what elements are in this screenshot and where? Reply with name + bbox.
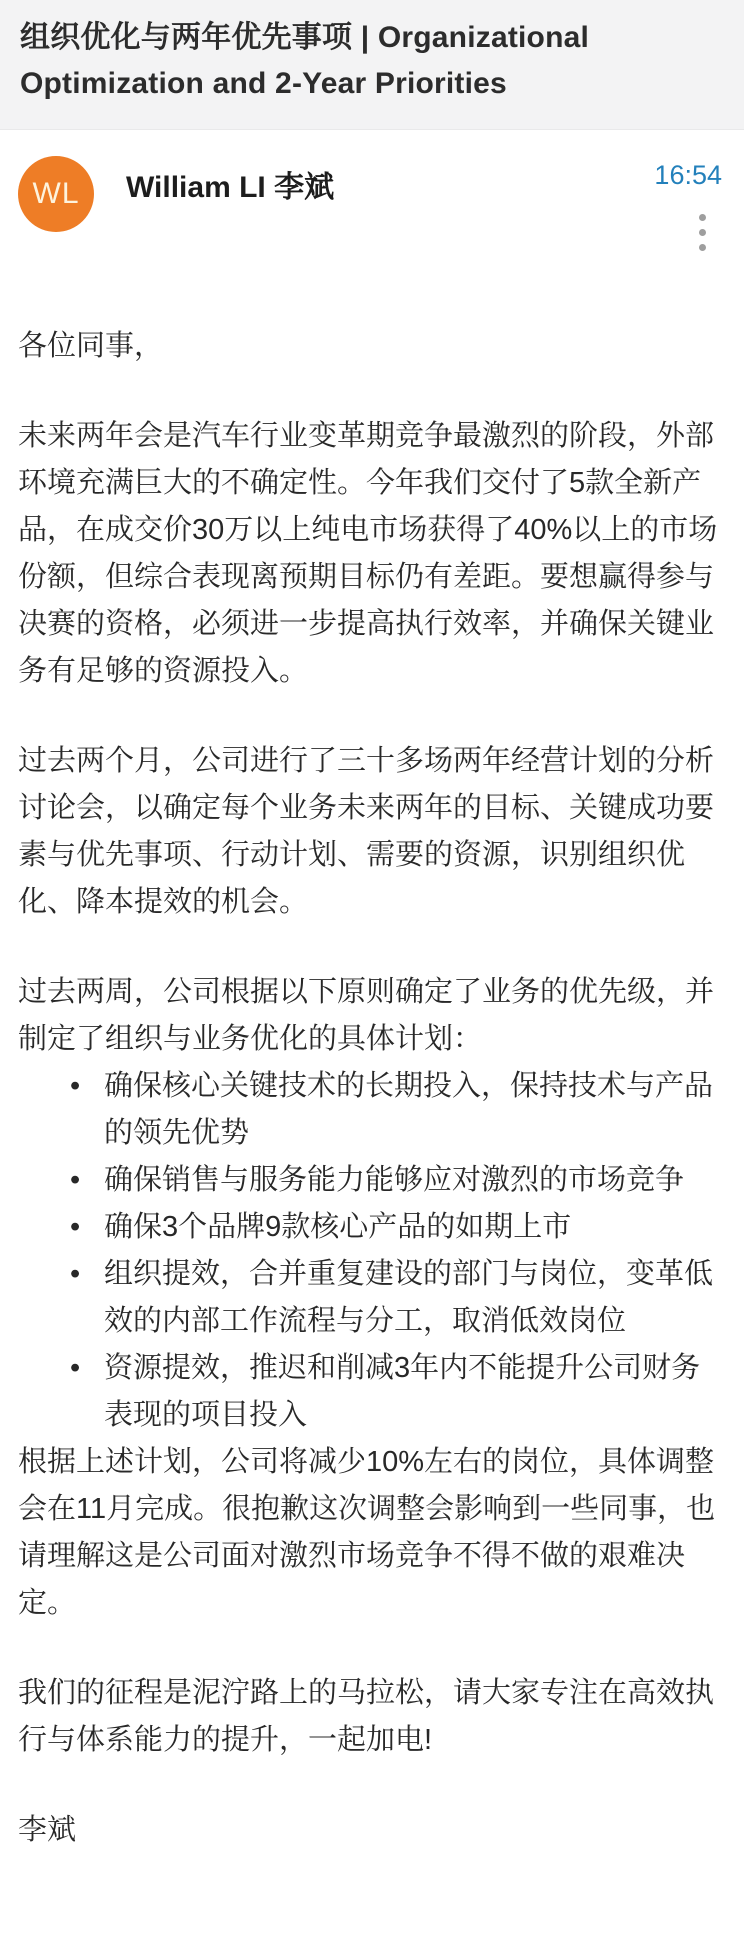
list-item-text: 确保销售与服务能力能够应对激烈的市场竞争 [104,1164,685,1196]
message-card [0,130,744,1957]
list-item [70,1063,726,1157]
bullet-icon: • [70,1258,81,1290]
bullet-icon: • [70,1211,81,1243]
paragraph: 未来两年会是汽车行业变革期竞争最激烈的阶段，外部环境充满巨大的不确定性。今年我们交付了5款全新产品，在成交价30万以上纯电市场获得了40%以上的市场份额，但综合表现离预期目标仍有差距。要想赢得参与决赛的资格，必须进一步提高执行效率，并确保关键业务有足够的资源投入。 [18,420,718,687]
avatar[interactable] [18,156,94,232]
list-item [70,1204,726,1251]
ellipsis-dot [699,229,706,236]
list-item-text: 组织提效，合并重复建设的部门与岗位，变革低效的内部工作流程与分工，取消低效岗位 [104,1258,714,1337]
list-item-text: 资源提效，推迟和削减3年内不能提升公司财务表现的项目投入 [104,1352,701,1431]
list-item-text: 确保核心关键技术的长期投入，保持技术与产品的领先优势 [104,1070,714,1149]
bullet-icon: • [70,1070,81,1102]
paragraph: 过去两周，公司根据以下原则确定了业务的优先级，并制定了组织与业务优化的具体计划： [18,976,715,1055]
sender-name: William LI 李斌 [126,171,335,204]
list-item [70,1251,726,1345]
list-item [70,1157,726,1204]
avatar-initials: WL [32,177,80,210]
list-item [70,1345,726,1439]
paragraph: 根据上述计划，公司将减少10%左右的岗位，具体调整会在11月完成。很抱歉这次调整会影响到一些同事，也请理解这是公司面对激烈市场竞争不得不做的艰难决定。 [18,1446,716,1619]
bullet-icon: • [70,1352,81,1384]
message-meta [654,156,722,257]
ellipsis-dot [699,244,706,251]
timestamp: 16:54 [654,160,722,190]
more-options-icon[interactable] [697,208,708,257]
greeting: 各位同事， [18,330,164,362]
ellipsis-dot [699,214,706,221]
paragraph: 过去两个月，公司进行了三十多场两年经营计划的分析讨论会，以确定每个业务未来两年的目标、关键成功要素与优先事项、行动计划、需要的资源，识别组织优化、降本提效的机会。 [18,745,715,918]
message-header [0,130,744,257]
paragraph: 我们的征程是泥泞路上的马拉松，请大家专注在高效执行与体系能力的提升，一起加电! [18,1677,715,1756]
bullet-icon: • [70,1164,81,1196]
priorities-list [18,1063,726,1439]
header [0,0,744,130]
list-item-text: 确保3个品牌9款核心产品的如期上市 [104,1211,572,1243]
message-body [0,257,744,1957]
signature: 李斌 [18,1814,77,1846]
page-title: 组织优化与两年优先事项 | Organizational Optimization and 2-Year Priorities [20,21,590,100]
